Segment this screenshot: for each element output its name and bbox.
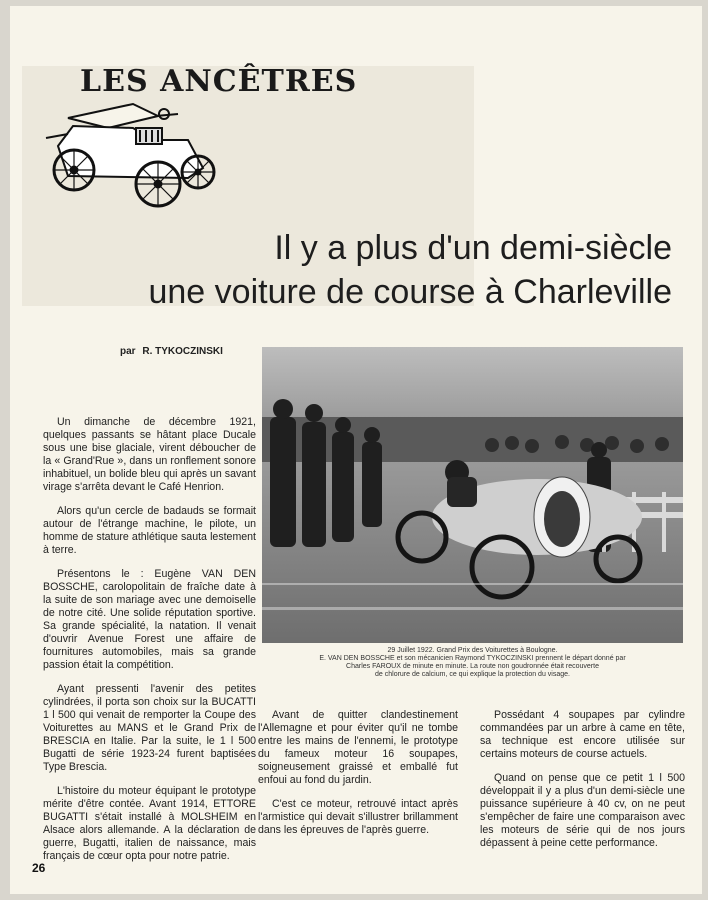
headline-line-2: une voiture de course à Charleville [148,273,672,311]
paragraph: Possédant 4 soupapes par cylindre commandées par un arbre à came en tête, sa technique est encore utilisée sur certains moteurs de course actuels. [480,709,685,760]
race-photo [262,347,683,643]
byline-author: R. TYKOCZINSKI [142,346,223,357]
paragraph: Un dimanche de décembre 1921, quelques passants se hâtant place Ducale sous une bise glaciale, virent déboucher de la « Grand'Rue », dans un ronflement sonore inhabituel, un bolide bleu qui après un savant virage s'arrêta devant le Café Henrion. [43,416,256,493]
article-column-2 [258,709,458,848]
caption-line: de chlorure de calcium, ce qui explique la protection du visage. [375,671,570,678]
headline-line-1: Il y a plus d'un demi-siècle [274,229,672,267]
paragraph: L'histoire du moteur équipant le prototype mérite d'être contée. Avant 1914, ETTORE BUGATTI s'était installé à MOLSHEIM en Alsace alors allemande. A la déclaration de guerre, Bugatti, italien de naissance, mais français de cœur opta pour notre patrie. [43,785,256,862]
paragraph: Présentons le : Eugène VAN DEN BOSSCHE, carolopolitain de fraîche date à la suite de son mariage avec une demoiselle de notre cité. Une solide réputation sportive. Sa grande spécialité, la natation. Il venait d'ouvrir Avenue Forest une affaire de fournitures automobiles, mais sa grande passion était la compétition. [43,568,256,671]
caption-line: E. VAN DEN BOSSCHE et son mécanicien Raymond TYKOCZINSKI prennent le départ donné par [319,655,626,662]
page-number: 26 [32,861,46,875]
paragraph: Avant de quitter clandestinement l'Allemagne et pour éviter qu'il ne tombe entre les mains de l'ennemi, le prototype du fameux moteur 16 soupapes, soigneusement graissé et emballé fut enfoui au fond du jardin. [258,709,458,786]
caption-line: Charles FAROUX de minute en minute. La route non goudronnée était recouverte [346,663,599,670]
caption-line: 29 Juillet 1922. Grand Prix des Voiturettes à Boulogne. [387,647,558,654]
byline [120,346,223,357]
section-title: LES ANCÊTRES [80,64,358,99]
photo-caption [262,647,683,679]
paragraph: Ayant pressenti l'avenir des petites cylindrées, il porta son choix sur la BUCATTI 1 l 500 qui venait de remporter la Coupe des Voiturettes au MANS et le Grand Prix de BRESCIA en Italie. Par la suite, le 1 l 500 Bugatti de série 1923-24 furent baptisées Type Brescia. [43,683,256,773]
magazine-page [10,6,702,894]
article-column-1 [43,416,256,874]
paragraph: Alors qu'un cercle de badauds se formait autour de l'étrange machine, le pilote, un homme de stature athlétique sauta lestement à terre. [43,505,256,556]
antique-car-illustration [38,98,218,210]
byline-prefix: par [120,346,136,357]
paragraph: Quand on pense que ce petit 1 l 500 développait il y a plus d'un demi-siècle une puissance supérieure à 40 cv, on ne peut s'empêcher de faire une comparaison avec les moteurs de série qui de nos jours dépassent à peine cette performance. [480,772,685,849]
paragraph: C'est ce moteur, retrouvé intact après l'armistice qui devait s'illustrer brillamment dans les épreuves de l'après guerre. [258,798,458,836]
article-headline [32,226,672,314]
article-column-3 [480,709,685,861]
